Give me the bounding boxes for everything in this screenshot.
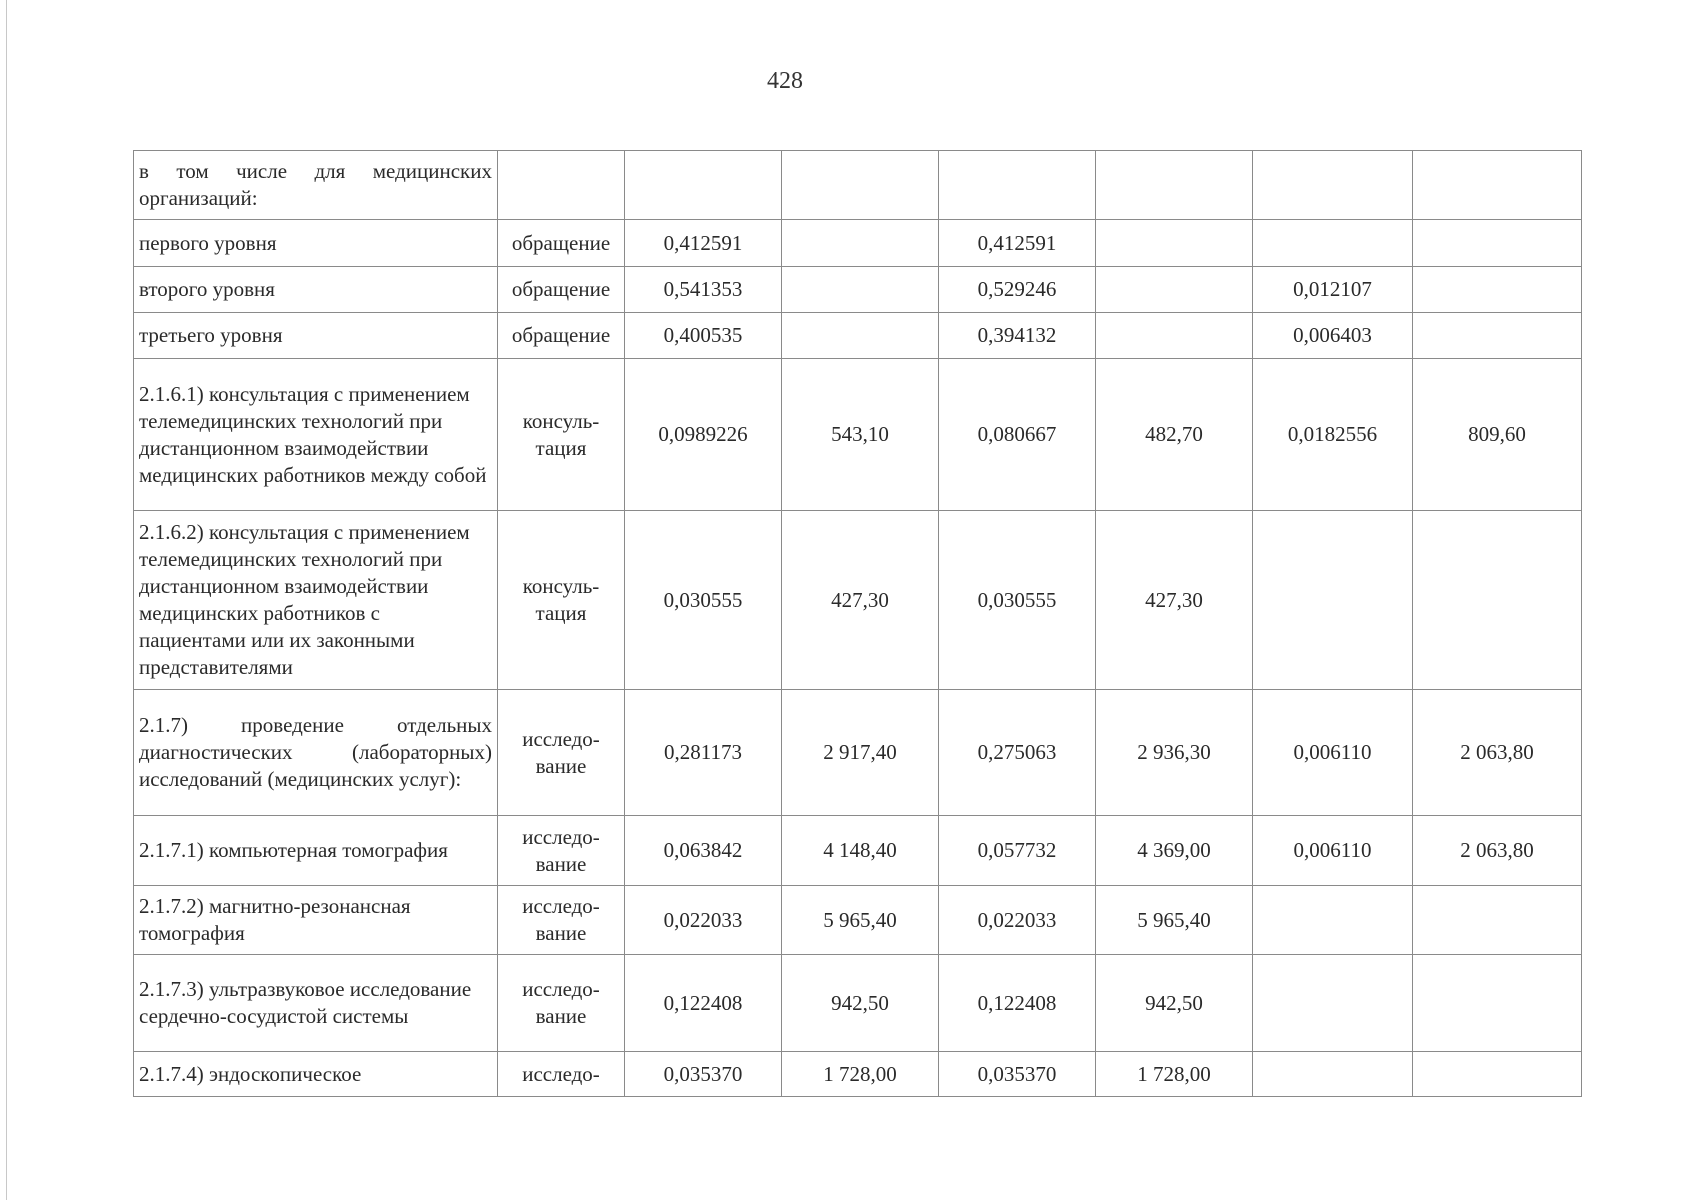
value-cell: 0,122408 — [625, 955, 782, 1052]
table-row — [134, 267, 1582, 313]
value-cell: 0,080667 — [939, 359, 1096, 511]
row-name-cell: 2.1.7) проведение отдельных диагностических (лабораторных) исследований (медицинских услуг): — [134, 690, 498, 816]
table-row — [134, 359, 1582, 511]
value-cell — [1096, 220, 1253, 267]
row-name-cell: 2.1.7.3) ультразвуковое исследование сердечно-сосудистой системы — [134, 955, 498, 1052]
table-row — [134, 511, 1582, 690]
unit-cell: обращение — [498, 220, 625, 267]
table-row — [134, 690, 1582, 816]
value-cell: 1 728,00 — [1096, 1052, 1253, 1097]
value-cell: 1 728,00 — [782, 1052, 939, 1097]
value-cell: 4 369,00 — [1096, 816, 1253, 886]
value-cell — [1253, 511, 1413, 690]
unit-cell: исследо-вание — [498, 886, 625, 955]
value-cell: 0,063842 — [625, 816, 782, 886]
value-cell: 0,035370 — [939, 1052, 1096, 1097]
data-table — [133, 150, 1582, 1097]
unit-cell: консуль-тация — [498, 511, 625, 690]
value-cell: 0,057732 — [939, 816, 1096, 886]
value-cell — [1096, 267, 1253, 313]
unit-cell: исследо-вание — [498, 690, 625, 816]
value-cell: 0,412591 — [939, 220, 1096, 267]
value-cell — [782, 313, 939, 359]
value-cell: 0,529246 — [939, 267, 1096, 313]
value-cell — [1253, 151, 1413, 220]
row-name-cell: 2.1.6.2) консультация с применением телемедицинских технологий при дистанционном взаимодействии медицинских работников с пациентами или их законными представителями — [134, 511, 498, 690]
value-cell: 0,541353 — [625, 267, 782, 313]
table-row — [134, 816, 1582, 886]
value-cell — [782, 267, 939, 313]
value-cell: 942,50 — [1096, 955, 1253, 1052]
value-cell — [1413, 267, 1582, 313]
value-cell — [1413, 886, 1582, 955]
row-name-cell: первого уровня — [134, 220, 498, 267]
row-name-cell: 2.1.7.1) компьютерная томография — [134, 816, 498, 886]
value-cell: 0,006110 — [1253, 816, 1413, 886]
value-cell: 0,412591 — [625, 220, 782, 267]
unit-cell: обращение — [498, 267, 625, 313]
value-cell — [939, 151, 1096, 220]
row-name-cell: в том числе для медицинских организаций: — [134, 151, 498, 220]
table-row — [134, 955, 1582, 1052]
value-cell: 427,30 — [1096, 511, 1253, 690]
value-cell: 2 936,30 — [1096, 690, 1253, 816]
row-name-cell: второго уровня — [134, 267, 498, 313]
unit-cell — [498, 151, 625, 220]
table-row — [134, 886, 1582, 955]
value-cell: 0,281173 — [625, 690, 782, 816]
unit-cell: исследо- — [498, 1052, 625, 1097]
row-name-cell: 2.1.7.2) магнитно-резонансная томография — [134, 886, 498, 955]
value-cell — [1096, 151, 1253, 220]
value-cell — [1413, 220, 1582, 267]
value-cell: 0,394132 — [939, 313, 1096, 359]
table-row — [134, 220, 1582, 267]
value-cell — [782, 151, 939, 220]
value-cell — [1413, 313, 1582, 359]
value-cell: 2 917,40 — [782, 690, 939, 816]
value-cell: 0,0182556 — [1253, 359, 1413, 511]
value-cell: 0,030555 — [625, 511, 782, 690]
value-cell: 942,50 — [782, 955, 939, 1052]
scan-edge-line — [6, 0, 7, 1200]
value-cell: 0,035370 — [625, 1052, 782, 1097]
value-cell: 0,122408 — [939, 955, 1096, 1052]
value-cell: 0,400535 — [625, 313, 782, 359]
value-cell: 2 063,80 — [1413, 816, 1582, 886]
value-cell: 5 965,40 — [1096, 886, 1253, 955]
value-cell: 482,70 — [1096, 359, 1253, 511]
value-cell: 0,030555 — [939, 511, 1096, 690]
value-cell: 5 965,40 — [782, 886, 939, 955]
unit-cell: консуль-тация — [498, 359, 625, 511]
row-name-cell: 2.1.7.4) эндоскопическое — [134, 1052, 498, 1097]
value-cell — [1413, 511, 1582, 690]
value-cell — [1253, 220, 1413, 267]
value-cell — [782, 220, 939, 267]
unit-cell: исследо-вание — [498, 955, 625, 1052]
value-cell — [1413, 955, 1582, 1052]
value-cell — [1413, 151, 1582, 220]
value-cell: 0,022033 — [939, 886, 1096, 955]
table-row — [134, 151, 1582, 220]
value-cell: 4 148,40 — [782, 816, 939, 886]
table-row — [134, 313, 1582, 359]
value-cell — [1096, 313, 1253, 359]
value-cell: 809,60 — [1413, 359, 1582, 511]
page-number: 428 — [767, 68, 803, 94]
value-cell: 427,30 — [782, 511, 939, 690]
table-row — [134, 1052, 1582, 1097]
value-cell: 0,022033 — [625, 886, 782, 955]
unit-cell: исследо-вание — [498, 816, 625, 886]
value-cell — [1253, 1052, 1413, 1097]
value-cell: 0,275063 — [939, 690, 1096, 816]
row-name-cell: третьего уровня — [134, 313, 498, 359]
value-cell: 2 063,80 — [1413, 690, 1582, 816]
value-cell: 0,0989226 — [625, 359, 782, 511]
value-cell: 0,006110 — [1253, 690, 1413, 816]
value-cell — [1253, 955, 1413, 1052]
value-cell: 0,012107 — [1253, 267, 1413, 313]
value-cell: 0,006403 — [1253, 313, 1413, 359]
value-cell — [1413, 1052, 1582, 1097]
value-cell: 543,10 — [782, 359, 939, 511]
value-cell — [1253, 886, 1413, 955]
row-name-cell: 2.1.6.1) консультация с применением телемедицинских технологий при дистанционном взаимодействии медицинских работников между собой — [134, 359, 498, 511]
unit-cell: обращение — [498, 313, 625, 359]
value-cell — [625, 151, 782, 220]
